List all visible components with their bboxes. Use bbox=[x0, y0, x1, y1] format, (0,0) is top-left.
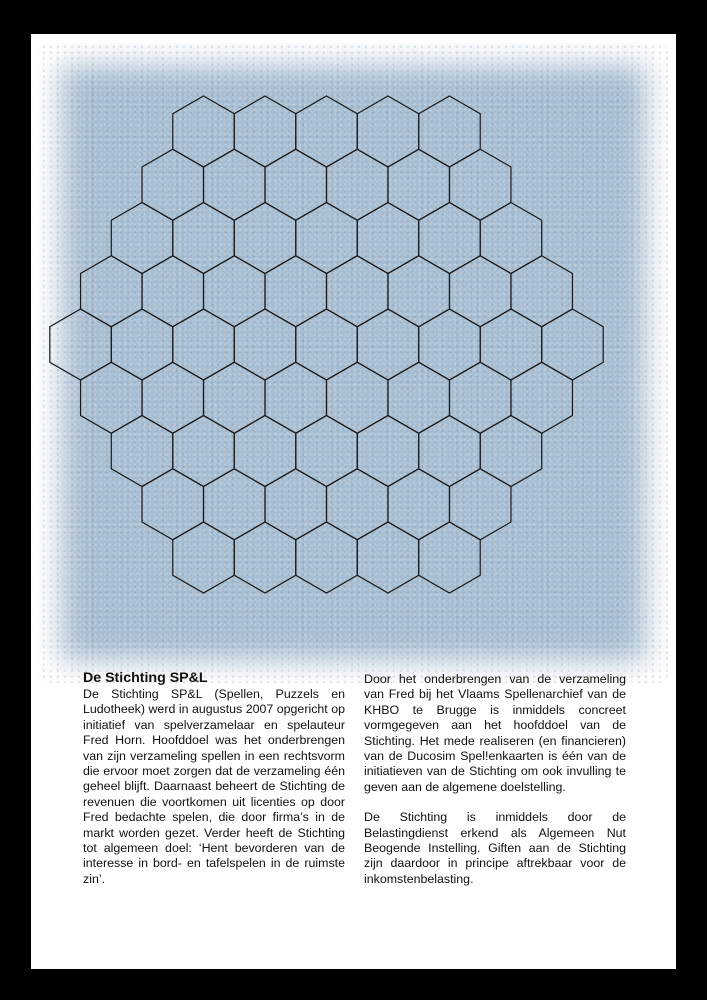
text-column-right bbox=[364, 672, 626, 902]
hex-cell bbox=[234, 96, 295, 167]
hex-cell bbox=[111, 203, 172, 274]
hex-cell bbox=[234, 203, 295, 274]
hex-cell bbox=[327, 362, 388, 433]
hex-cell bbox=[327, 149, 388, 220]
hex-cell bbox=[296, 309, 357, 380]
hex-cell bbox=[81, 362, 142, 433]
hex-cell bbox=[234, 416, 295, 487]
hex-cell bbox=[388, 469, 449, 540]
hex-cell bbox=[419, 96, 480, 167]
hex-board bbox=[39, 43, 668, 683]
hex-cell bbox=[327, 469, 388, 540]
hex-cell bbox=[234, 522, 295, 593]
hex-cell bbox=[419, 416, 480, 487]
hex-cell bbox=[142, 469, 203, 540]
hex-cell bbox=[234, 309, 295, 380]
hex-cell bbox=[511, 256, 572, 327]
hex-cell bbox=[419, 203, 480, 274]
hex-cell bbox=[357, 416, 418, 487]
hex-cell bbox=[173, 203, 234, 274]
hex-cell bbox=[480, 309, 541, 380]
hex-cell bbox=[142, 256, 203, 327]
hex-cell bbox=[419, 309, 480, 380]
hex-cell bbox=[480, 203, 541, 274]
hex-cell bbox=[265, 149, 326, 220]
hex-cell bbox=[357, 522, 418, 593]
hex-cell bbox=[142, 362, 203, 433]
hex-cell bbox=[204, 256, 265, 327]
hex-cell bbox=[511, 362, 572, 433]
hex-cell bbox=[142, 149, 203, 220]
hex-cell bbox=[173, 96, 234, 167]
hex-cell bbox=[357, 96, 418, 167]
hex-cell bbox=[449, 256, 510, 327]
hex-cell bbox=[204, 469, 265, 540]
hex-cell bbox=[50, 309, 111, 380]
hex-cell bbox=[111, 416, 172, 487]
hex-cell bbox=[449, 149, 510, 220]
paragraph-intro: De Stichting SP&L (Spellen, Puzzels en Ludotheek) werd in augustus 2007 opgericht op initiatief van spelverzamelaar en spelauteur Fred Horn. Hoofddoel was het onderbrengen van zijn verzameling spellen in een rechtsvorm die ervoor moet zorgen dat de verzameling één geheel blijft. Daarnaast beheert de Stichting de revenuen die voortkomen uit licenties op door Fred bedachte spelen, die door firma’s in de markt worden gezet. Verder heeft de Stichting tot algemeen doel: ‘Hent bevorderen van de interesse in bord- en tafelspelen in de ruimste zin’. bbox=[83, 687, 345, 886]
hex-cell bbox=[449, 362, 510, 433]
hex-cell bbox=[296, 96, 357, 167]
hex-cell bbox=[204, 362, 265, 433]
hex-cell bbox=[480, 416, 541, 487]
hex-cell bbox=[173, 416, 234, 487]
hex-cell bbox=[296, 203, 357, 274]
hex-cell bbox=[81, 256, 142, 327]
hex-cell bbox=[327, 256, 388, 327]
hex-cell bbox=[542, 309, 603, 380]
hex-cell bbox=[357, 203, 418, 274]
hex-cell bbox=[265, 469, 326, 540]
hex-cell bbox=[296, 522, 357, 593]
hex-cell bbox=[388, 149, 449, 220]
hex-cell bbox=[265, 256, 326, 327]
hex-cell bbox=[357, 309, 418, 380]
board-illustration bbox=[39, 43, 668, 683]
text-column-left bbox=[83, 670, 345, 902]
hex-cell bbox=[111, 309, 172, 380]
hex-cell bbox=[173, 309, 234, 380]
hex-cell bbox=[265, 362, 326, 433]
hex-cell bbox=[419, 522, 480, 593]
paragraph-collection: Door het onderbrengen van de verzameling van Fred bij het Vlaams Spellenarchief van de KHBO te Brugge is inmiddels concreet vormgegeven aan het hoofddoel van de Stichting. Het mede realiseren (en financieren) van de Ducosim Spel!enkaarten is één van de initiatieven van de Stichting om ook invulling te geven aan de algemene doelstelling. bbox=[364, 672, 626, 794]
article-heading: De Stichting SP&L bbox=[83, 670, 208, 686]
hex-cell bbox=[296, 416, 357, 487]
hex-cell bbox=[449, 469, 510, 540]
hex-cell bbox=[173, 522, 234, 593]
hex-cell bbox=[204, 149, 265, 220]
hex-cell bbox=[388, 256, 449, 327]
hex-cell bbox=[388, 362, 449, 433]
paragraph-tax-status: De Stichting is inmiddels door de Belastingdienst erkend als Algemeen Nut Beogende Instelling. Giften aan de Stichting zijn daardoor in principe aftrekbaar voor de inkomstenbelasting. bbox=[364, 810, 626, 886]
